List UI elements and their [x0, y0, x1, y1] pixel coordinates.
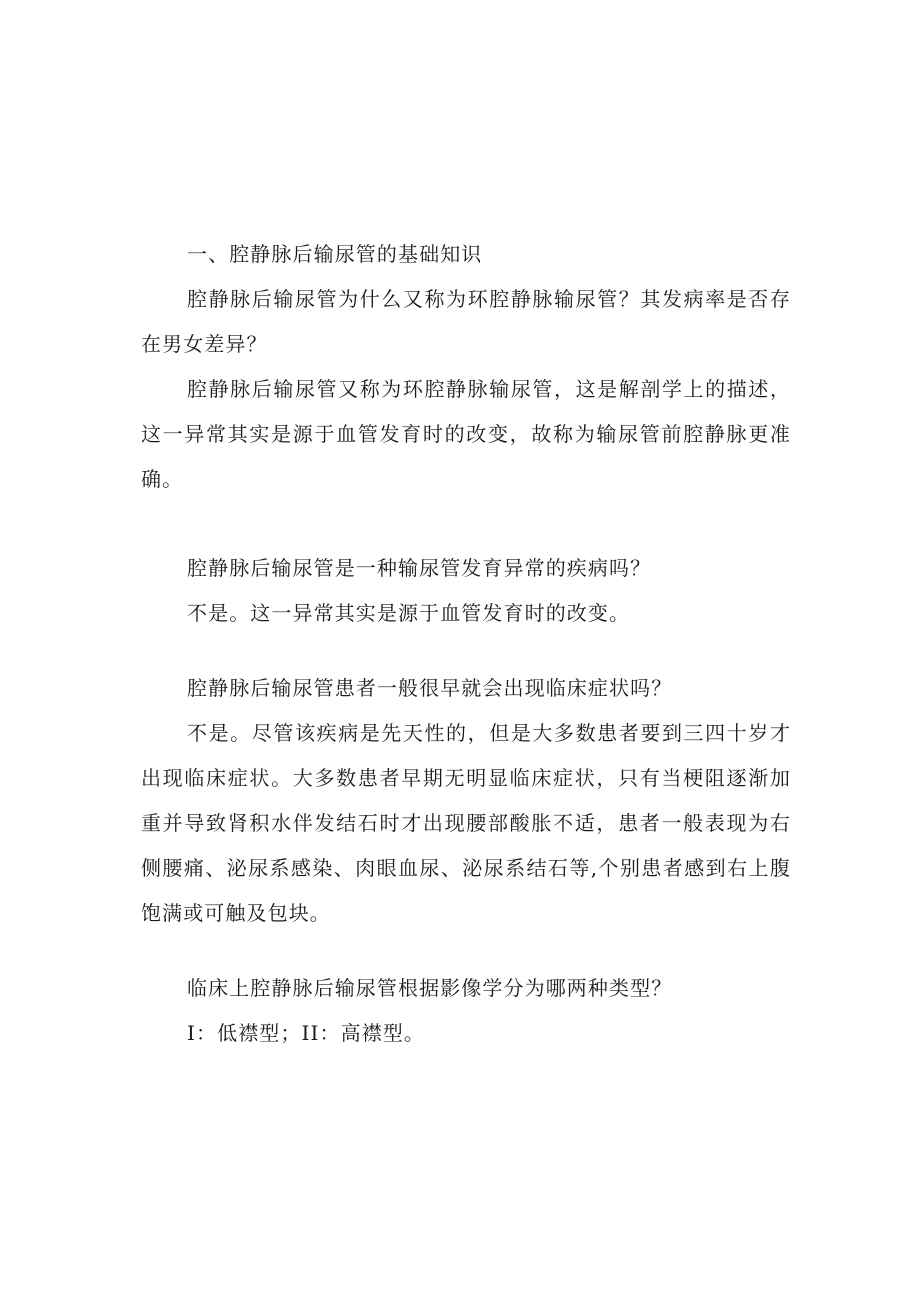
question-2: 腔静脉后输尿管是一种输尿管发育异常的疾病吗？ — [187, 556, 652, 580]
answer-2: 不是。这一异常其实是源于血管发育时的改变。 — [187, 601, 631, 625]
paragraph-spacer — [141, 936, 791, 966]
paragraph-spacer — [141, 636, 791, 666]
question-1: 腔静脉后输尿管为什么又称为环腔静脉输尿管？其发病率是否存在男女差异？ — [141, 287, 791, 356]
paragraph-spacer — [141, 502, 791, 546]
question-4: 临床上腔静脉后输尿管根据影像学分为哪两种类型？ — [187, 976, 673, 1000]
question-3: 腔静脉后输尿管患者一般很早就会出现临床症状吗？ — [187, 676, 673, 700]
answer-4: I：低襟型；II：高襟型。 — [187, 1021, 426, 1045]
answer-1: 腔静脉后输尿管又称为环腔静脉输尿管，这是解剖学上的描述，这一异常其实是源于血管发育时的改变，故称为输尿管前腔静脉更准确。 — [141, 377, 791, 491]
answer-3: 不是。尽管该疾病是先天性的，但是大多数患者要到三四十岁才出现临床症状。大多数患者早期无明显临床症状，只有当梗阻逐渐加重并导致肾积水伴发结石时才出现腰部酸胀不适，患者一般表现为右侧腰痛、泌尿系感染、肉眼血尿、泌尿系结石等,个别患者感到右上腹饱满或可触及包块。 — [141, 721, 791, 925]
document-body — [141, 232, 791, 1056]
section-heading: 一、腔静脉后输尿管的基础知识 — [187, 242, 483, 266]
